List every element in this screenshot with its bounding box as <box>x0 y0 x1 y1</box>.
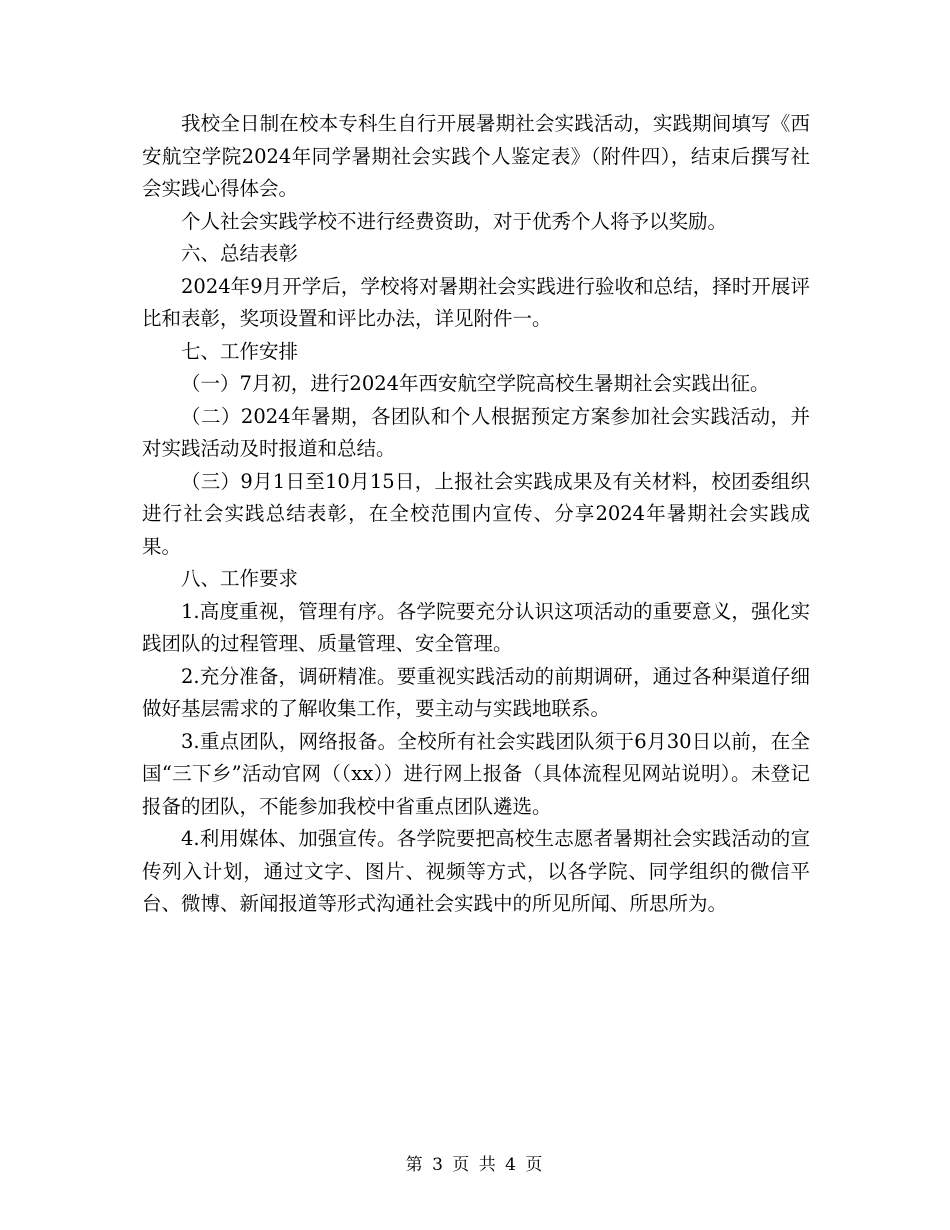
arrangement-item-1: （一）7月初，进行2024年西安航空学院高校生暑期社会实践出征。 <box>181 372 770 395</box>
section-heading-summary: 六、总结表彰 <box>181 242 299 265</box>
arrangement-item-2: （二）2024年暑期，各团队和个人根据预定方案参加社会实践活动，并对实践活动及时报道和总结。 <box>142 404 810 460</box>
requirement-item-2: 2.充分准备，调研精准。要重视实践活动的前期调研，通过各种渠道仔细做好基层需求的了解收集工作，要主动与实践地联系。 <box>142 664 810 720</box>
paragraph-funding: 个人社会实践学校不进行经费资助，对于优秀个人将予以奖励。 <box>181 209 728 233</box>
paragraph-summary: 2024年9月开学后，学校将对暑期社会实践进行验收和总结，择时开展评比和表彰，奖项设置和评比办法，详见附件一。 <box>142 274 810 330</box>
arrangement-item-3: （三）9月1日至10月15日，上报社会实践成果及有关材料，校团委组织进行社会实践总结表彰，在全校范围内宣传、分享2024年暑期社会实践成果。 <box>142 469 810 558</box>
requirement-item-3: 3.重点团队，网络报备。全校所有社会实践团队须于6月30日以前，在全国“三下乡”活动官网（（xx））进行网上报备（具体流程见网站说明）。未登记报备的团队，不能参加我校中省重点团队遴选。 <box>142 729 810 818</box>
section-heading-requirements: 八、工作要求 <box>181 567 299 590</box>
page-number-footer: 第 3 页 共 4 页 <box>405 1155 545 1175</box>
requirement-item-1: 1.高度重视，管理有序。各学院要充分认识这项活动的重要意义，强化实践团队的过程管理、质量管理、安全管理。 <box>142 599 810 655</box>
paragraph-individual-practice: 我校全日制在校本专科生自行开展暑期社会实践活动，实践期间填写《西安航空学院2024年同学暑期社会实践个人鉴定表》（附件四），结束后撰写社会实践心得体会。 <box>142 112 810 200</box>
requirement-item-4: 4.利用媒体、加强宣传。各学院要把高校生志愿者暑期社会实践活动的宣传列入计划，通过文字、图片、视频等方式，以各学院、同学组织的微信平台、微博、新闻报道等形式沟通社会实践中的所见所闻、所思所为。 <box>142 827 810 915</box>
section-heading-arrangement: 七、工作安排 <box>181 339 299 363</box>
document-body <box>142 108 810 921</box>
